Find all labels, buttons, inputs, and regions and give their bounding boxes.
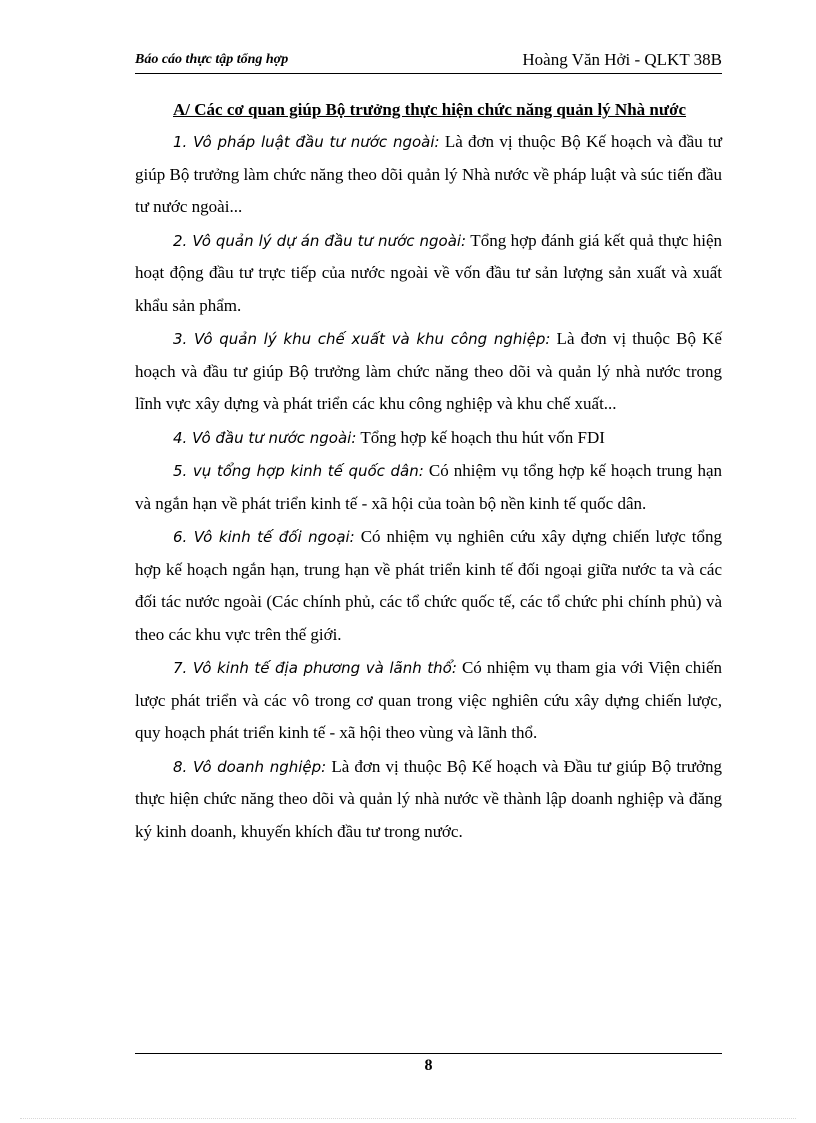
page-number: 8 <box>424 1057 433 1074</box>
paragraph-7 <box>135 652 722 750</box>
paragraph-8 <box>135 751 722 849</box>
paragraph-text: Có nhiệm vụ tham gia với Viện chiến lược phát triển và các vô trong cơ quan trong việc nghiên cứu xây dựng chiến lược, quy hoạch phát triển kinh tế - xã hội theo vùng và lãnh thổ. <box>135 658 722 742</box>
paragraph-3 <box>135 323 722 421</box>
paragraph-lead: 3. Vô quản lý khu chế xuất và khu công nghiệp: <box>173 330 551 348</box>
paragraph-text: Có nhiệm vụ nghiên cứu xây dựng chiến lược tổng hợp kế hoạch ngắn hạn, trung hạn về phát triển kinh tế đối ngoại giữa nước ta và các đối tác nước ngoài (Các chính phủ, các tổ chức quốc tế, các tổ chức phi chính phủ) và theo các khu vực trên thế giới. <box>135 527 722 644</box>
paragraph-lead: 8. Vô doanh nghiệp: <box>173 757 327 776</box>
paragraph-lead: 4. Vô đầu tư nước ngoài: <box>173 428 357 447</box>
footer-divider <box>135 1053 722 1054</box>
paragraph-lead: 7. Vô kinh tế địa phương và lãnh thổ: <box>173 659 457 677</box>
paragraph-lead: 1. Vô pháp luật đầu tư nước ngoài: <box>173 133 440 151</box>
paragraph-lead: 5. vụ tổng hợp kinh tế quốc dân: <box>173 462 424 480</box>
header-author: Hoàng Văn Hởi - QLKT 38B <box>522 50 722 69</box>
paragraph-text: Có nhiệm vụ tổng hợp kế hoạch trung hạn và ngắn hạn về phát triển kinh tế - xã hội của toàn bộ nền kinh tế quốc dân. <box>135 461 723 513</box>
paragraph-1 <box>135 126 722 224</box>
paragraph-2 <box>135 225 722 323</box>
page-body <box>135 94 722 849</box>
header-report-title: Báo cáo thực tập tổng hợp <box>135 52 289 67</box>
paragraph-text: Tổng hợp đánh giá kết quả thực hiện hoạt động đầu tư trực tiếp của nước ngoài về vốn đầu tư sản lượng sản xuất và xuất khẩu sản phẩm. <box>135 230 722 315</box>
paragraph-lead: 6. Vô kinh tế đối ngoại: <box>173 528 355 546</box>
page-bottom-border <box>20 1118 796 1119</box>
paragraph-5 <box>135 455 722 520</box>
paragraph-4 <box>135 422 722 455</box>
page-header <box>135 49 722 74</box>
paragraph-lead: 2. Vô quản lý dự án đầu tư nước ngoài: <box>173 231 467 250</box>
paragraph-text: Là đơn vị thuộc Bộ Kế hoạch và đầu tư giúp Bộ trưởng làm chức năng theo dõi quản lý Nhà nước về pháp luật và súc tiến đầu tư nước ngoài... <box>135 132 722 216</box>
paragraph-6 <box>135 521 722 651</box>
paragraph-text: Là đơn vị thuộc Bộ Kế hoạch và Đầu tư giúp Bộ trưởng thực hiện chức năng theo dõi và quản lý nhà nước về thành lập doanh nghiệp và đăng ký kinh doanh, khuyến khích đầu tư trong nước. <box>135 756 722 841</box>
paragraph-text: Là đơn vị thuộc Bộ Kế hoạch và đầu tư giúp Bộ trưởng làm chức năng theo dõi và quản lý nhà nước trong lĩnh vực xây dựng và phát triển các khu công nghiệp và khu chế xuất... <box>135 329 722 413</box>
paragraph-text: Tổng hợp kế hoạch thu hút vốn FDI <box>356 427 605 447</box>
section-heading: A/ Các cơ quan giúp Bộ trưởng thực hiện chức năng quản lý Nhà nước <box>173 100 687 119</box>
